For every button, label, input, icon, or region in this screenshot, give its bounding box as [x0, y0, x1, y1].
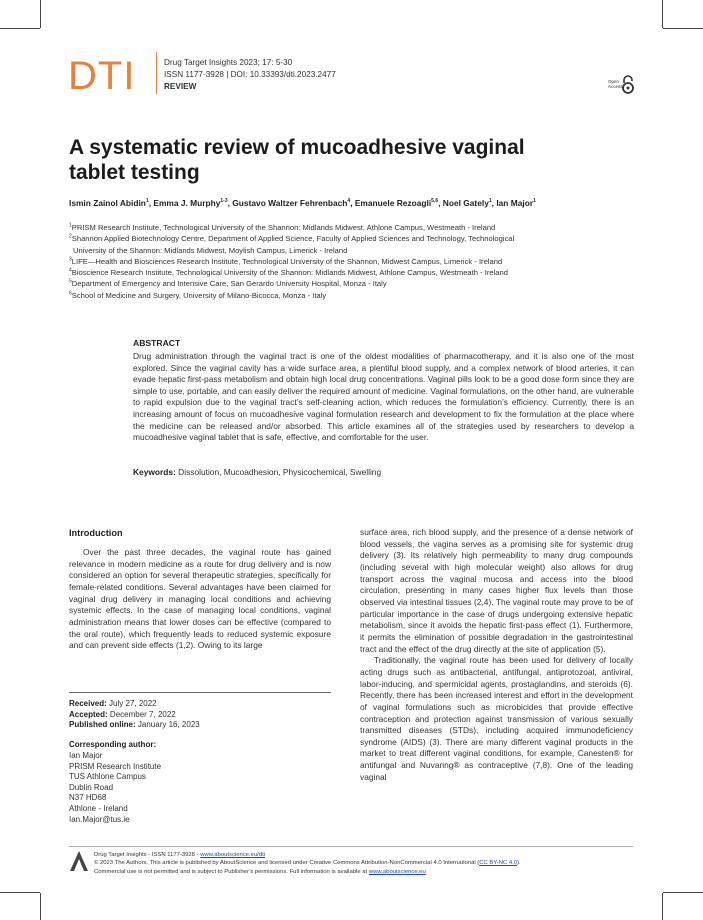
footer-permissions: Commercial use is not permitted and is subject to Publisher’s permissions. Full information is available at: [94, 868, 369, 875]
author-name: Ismin Zainol Abidin: [69, 198, 146, 208]
affiliation-text: Bioscience Research Institute, Technological University of the Shannon: Midlands Midwest, Athlone Campus, Westmeath - Ireland: [71, 268, 508, 278]
intro-paragraph: surface area, rich blood supply, and the presence of a dense network of blood vessels, the vagina serves as a promising site for systemic drug delivery (3). Its relatively high permeability to many drug compounds (including several with high molecular weight) also allows for drug transport across the vaginal mucosa and access into the blood circulation, presenting in many cases higher flux levels than those observed via intestinal tissues (2,4). The vaginal route may prove to be of particular importance in the case of drugs undergoing extensive hepatic metabolism, since it avoids the hepatic first-pass effect (1). Furthermore, it permits the elimination of possible degradation in the gastrointestinal tract and the effect of the drug directly at the site of application (5).: [360, 527, 633, 654]
affiliation-text: Department of Emergency and Intensive Care, San Gerardo University Hospital, Monza - Italy: [71, 279, 387, 289]
journal-issn-doi: ISSN 1177-3928 | DOI: 10.33393/dti.2023.2477: [164, 70, 336, 79]
author-affiliation-ref: 1-3: [220, 198, 228, 205]
article-dates: [69, 699, 200, 731]
intro-column-right: [360, 527, 633, 783]
dates-divider: [69, 692, 331, 693]
affiliation-text: LIFE—Health and Biosciences Research Institute, Technological University of the Shannon, Midwest Campus, Limerick - Ireland: [71, 256, 503, 266]
corresponding-author-details: [69, 751, 161, 825]
affiliation-number: 4: [69, 267, 72, 274]
footer-license: © 2023 The Authors. This article is published by AboutScience and licensed under Creative Commons Attribution-NonCommercial 4.0 International (: [94, 860, 480, 867]
intro-paragraph: Traditionally, the vaginal route has been used for delivery of locally acting drugs such as antibacterial, antifungal, antiprotozoal, antiviral, labor-inducing, and spermicidal agents, prostaglandins, and steroids (6). Recently, there has been increased interest and effort in the development of vaginal formulations such as microbicides that provide effective contraception and protection against transmission of various sexually transmitted diseases (STDs), including acquired immunodeficiency syndrome (AIDS) (3). There are many different vaginal products in the market to treat different vaginal conditions, for example, Canesten® for antifungal and Nuvaring® as contraceptive (7,8). One of the leading vaginal: [360, 655, 633, 782]
author-list: Ismin Zainol Abidin$^1$, Emma J. Murphy$^{1-3}$, Gustavo Waltzer Fehrenbach$^4$, Emanuele Rezoagli$^{5,6}$, Noel Gately$^1$, Ian Major$^1$: [69, 198, 536, 208]
affiliation-number: 1: [69, 222, 72, 229]
logo-divider: [156, 52, 157, 94]
corresponding-line: N37 HD68: [69, 793, 107, 803]
corresponding-line: Ian Major: [69, 751, 103, 760]
license-link[interactable]: CC BY-NC 4.0: [479, 860, 518, 867]
crop-mark: [663, 892, 703, 893]
keywords-text: Dissolution, Mucoadhesion, Physicochemical, Swelling: [178, 467, 382, 477]
author-name: Emma J. Murphy: [153, 198, 221, 208]
open-access-badge: [608, 75, 636, 97]
abstract-body: Drug administration through the vaginal tract is one of the oldest modalities of pharmacotherapy, and it is also one of the most explored. Since the vaginal cavity has a wide surface area, a plentiful blood supply, and a complex network of blood arteries, it can evade hepatic first-pass metabolism and obtain high local drug concentrations. Vaginal pills look to be a good dose form since they are simple to use, portable, and can easily deliver the required amount of medicine. Vaginal formulations, on the other hand, are vulnerable to rapid expulsion due to the vaginal tract’s self-cleaning action, which reduces the formulation’s efficiency. Currently, there is an increasing amount of focus on mucoadhesive vaginal formulation research and development to fix the formulation at the place where the medicine can be released and/or absorbed. This article examines all of the strategies used by researchers to develop a mucoadhesive vaginal tablet that is safe, effective, and comfortable for the user.: [133, 351, 634, 443]
publisher-logo-icon: [69, 850, 89, 872]
footer-license-end: ).: [517, 860, 521, 867]
author-affiliation-ref: 1: [488, 198, 492, 205]
corresponding-email[interactable]: Ian.Major@tus.ie: [69, 814, 130, 824]
crop-mark: [663, 28, 703, 29]
author-affiliation-ref: 1: [145, 198, 149, 205]
affiliation-number: 6: [69, 290, 72, 297]
crop-mark: [0, 892, 40, 893]
affiliation-number: 2: [69, 233, 72, 240]
abstract-heading: ABSTRACT: [133, 338, 181, 348]
affiliation: [69, 233, 629, 244]
article-title: [69, 135, 629, 185]
received-label: Received:: [69, 699, 107, 708]
affiliation-text: University of the Shannon: Midlands Midwest, Moylish Campus, Limerick - Ireland: [73, 245, 348, 255]
crop-mark: [662, 0, 663, 28]
crop-mark: [0, 28, 40, 29]
section-heading-introduction: Introduction: [69, 528, 123, 538]
journal-info: [164, 57, 336, 93]
author-name: Gustavo Waltzer Fehrenbach: [232, 198, 348, 208]
keywords: [133, 467, 381, 477]
corresponding-author-heading: Corresponding author:: [69, 740, 157, 749]
corresponding-line: TUS Athlone Campus: [69, 772, 146, 782]
author-name: Noel Gately: [442, 198, 489, 208]
affiliation: [69, 256, 629, 267]
published-label: Published online:: [69, 720, 136, 730]
author-name: Emanuele Rezoagli: [354, 198, 432, 208]
affiliation: [69, 290, 629, 301]
article-type: REVIEW: [164, 82, 197, 91]
intro-column-left: Over the past three decades, the vaginal route has gained relevance in modern medicine as a route for drug delivery and is now considered an option for several therapeutic strategies, specifically for female-related conditions. Several advantages have been claimed for vaginal drug delivery in managing local conditions and achieving systemic effects. In the case of managing local conditions, vaginal administration means that lower doses can be effective (compared to the oral route), which frequently leads to reduced systemic exposure and can prevent side effects (1,2). Owing to its large: [69, 547, 331, 651]
affiliation-number: 5: [69, 278, 72, 285]
accepted-label: Accepted:: [69, 709, 108, 719]
author-name: Ian Major: [496, 198, 534, 208]
affiliation: [69, 245, 629, 256]
accepted-date: December 7, 2022: [109, 709, 176, 719]
affiliation: [69, 267, 629, 278]
affiliation-list: [69, 222, 629, 301]
footer-journal: Drug Target Insights - ISSN 1177-3928 -: [94, 852, 201, 858]
affiliation-text: PRISM Research Institute, Technological University of the Shannon: Midlands Midwest, Athlone Campus, Westmeath - Ireland: [71, 223, 496, 232]
article-title-line: A systematic review of mucoadhesive vaginal: [69, 136, 525, 159]
journal-logo: DTI: [68, 54, 136, 98]
affiliation-text: Shannon Applied Biotechnology Centre, Department of Applied Science, Faculty of Applied Sciences and Technology, Technological: [71, 234, 515, 244]
author-affiliation-ref: 4: [347, 198, 351, 205]
journal-citation: Drug Target Insights 2023; 17: 5-30: [164, 58, 293, 67]
open-access-icon: [621, 75, 635, 95]
open-access-label: Open Access: [608, 79, 623, 89]
corresponding-line: PRISM Research Institute: [69, 761, 162, 771]
published-date: January 16, 2023: [137, 720, 200, 730]
footer-divider: [69, 846, 633, 847]
author-affiliation-ref: 5,6: [431, 198, 439, 205]
corresponding-line: Athlone - Ireland: [69, 803, 128, 813]
corresponding-line: Dublin Road: [69, 782, 114, 792]
crop-mark: [662, 893, 663, 920]
author-affiliation-ref: 1: [533, 198, 536, 205]
crop-mark: [40, 0, 41, 28]
crop-mark: [40, 893, 41, 920]
affiliation-text: School of Medicine and Surgery, University of Milano-Bicocca, Monza - Italy: [71, 290, 327, 300]
keywords-label: Keywords:: [133, 467, 176, 477]
affiliation: [69, 278, 629, 289]
affiliation: [69, 222, 629, 233]
footer-text: [94, 851, 521, 876]
publisher-website-link[interactable]: www.aboutscience.eu: [368, 868, 426, 875]
received-date: July 27, 2022: [109, 699, 157, 708]
article-title-line: tablet testing: [69, 161, 200, 184]
journal-website-link[interactable]: www.aboutscience.eu/dti: [200, 852, 266, 858]
affiliation-number: 3: [69, 256, 72, 263]
